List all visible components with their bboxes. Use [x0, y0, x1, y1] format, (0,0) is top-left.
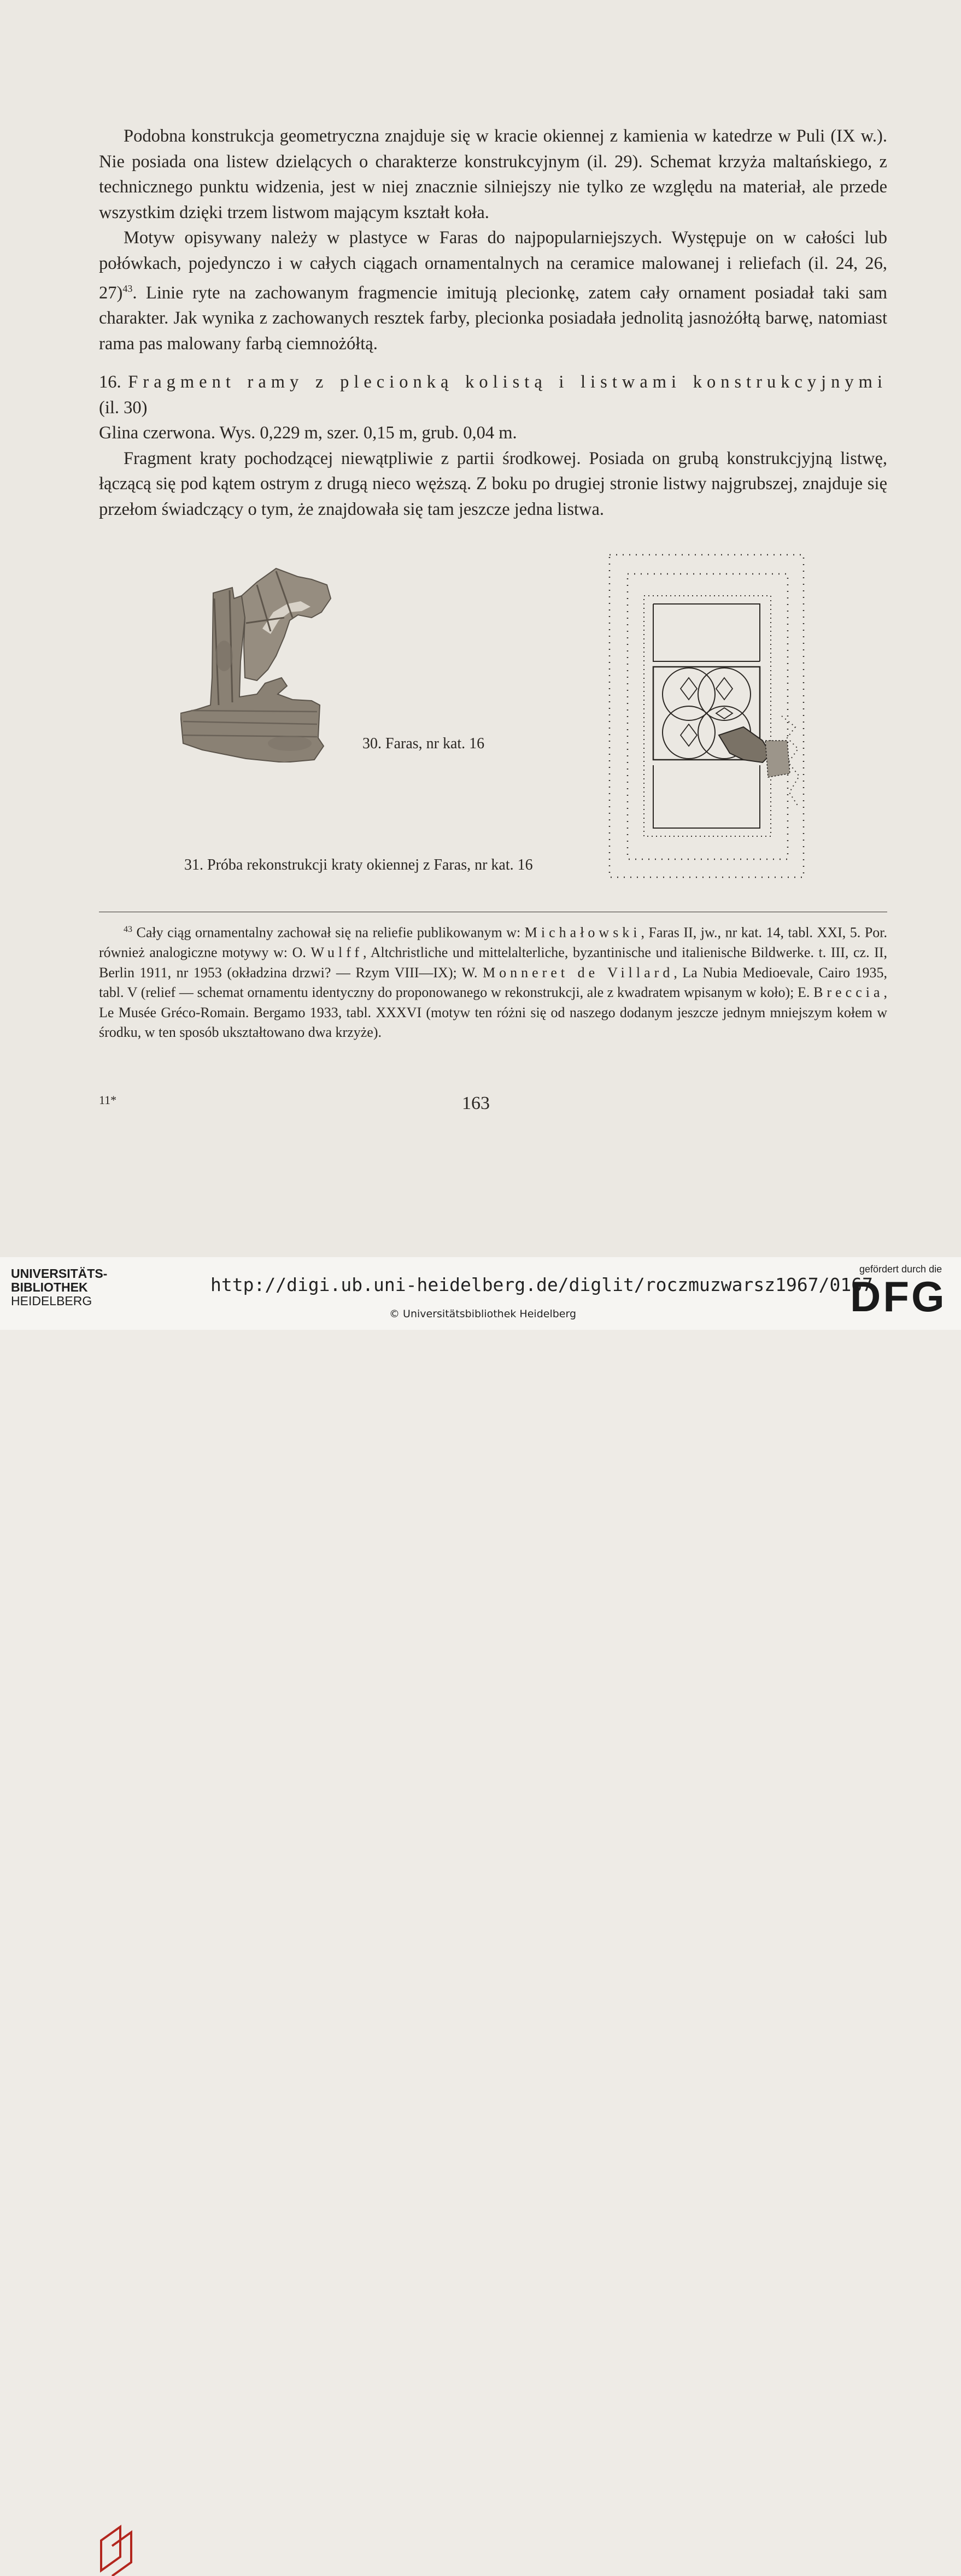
reconstruction-drawing — [607, 552, 806, 880]
catalog-heading-16: 16. Fragment ramy z plecionką kolistą i listwami konstrukcyjnymi (il. 30) — [99, 372, 887, 418]
university-library-logo-icon — [98, 2524, 137, 2576]
dfg-logo: DFG — [850, 1272, 947, 1321]
page-number: 163 — [462, 1093, 490, 1113]
paragraph-3: Fragment kraty pochodzącej niewątpliwie z partii środkowej. Posiada on grubą konstrukcjyjną listwę, łączącą się pod kątem ostrym z drugą nieco węższą. Z boku po drugiej stronie listwy najgrubszej, znajduje się przełom świadczący o tym, że znajdowała się tam jeszcze jedna listwa. — [99, 448, 887, 519]
funded-by-label: gefördert durch die — [859, 1264, 942, 1275]
figure-31-caption: 31. Próba rekonstrukcji kraty okiennej z Faras, nr kat. 16 — [184, 856, 533, 873]
permalink[interactable]: http://digi.ub.uni-heidelberg.de/diglit/roczmuzwarsz1967/0167 — [210, 1274, 873, 1295]
copyright: © Universitätsbibliothek Heidelberg — [389, 1308, 577, 1320]
material-line: Glina czerwona. Wys. 0,229 m, szer. 0,15 m, grub. 0,04 m. — [99, 423, 517, 443]
figure-30-caption: 30. Faras, nr kat. 16 — [362, 735, 485, 752]
paragraph-1: Podobna konstrukcja geometryczna znajduje się w kracie okiennej z kamienia w katedrze w Puli (IX w.). Nie posiada ona listew dzielących o charakterze konstrukcyjnym (il. 29). Schemat krzyża maltańskiego, z technicznego punktu widzenia, jest w niej znacznie silniejszy nie tylko ze względu na materiał, ale przede wszystkim dzięki trzem listwom mającym kształt koła. — [99, 126, 887, 222]
fragment-photo — [180, 547, 380, 762]
university-library-name: UNIVERSITÄTS- BIBLIOTHEK HEIDELBERG — [11, 1266, 108, 1308]
signature-mark: 11* — [99, 1093, 117, 1107]
paragraph-2: Motyw opisywany należy w plastyce w Faras do najpopularniejszych. Występuje on w całości lub połówkach, pojedynczo i w całych ciągach ornamentalnych na ceramice malowanej i reliefach (il. 24, 26, 27)$^{43}$. Linie ryte na zachowanym fragmencie imitują plecionkę, zatem cały ornament posiadał taki sam charakter. Jak wynika z zachowanych resztek farby, plecionka posiadała jednolitą jasnożółtą barwę, natomiast rama pas malowany farbą ciemnożółtą. — [99, 228, 887, 354]
body-text — [99, 124, 887, 522]
footnote-ref-43[interactable]: 43 — [122, 283, 133, 294]
scanned-page — [0, 0, 961, 1257]
footnote-43: $^{43}$ Cały ciąg ornamentalny zachował się na reliefie publikowanym w: Michałowski, Faras II, jw., nr kat. 14, tabl. XXI, 5. Por. również analogiczne motywy w: O. Wulff, Altchristliche und mittelalterliche, byzantinische und italienische Bildwerke. t. III, cz. II, Berlin 1911, nr 1953 (okładzina drzwi? — Rzym VIII—IX); W. Monneret de Villard, La Nubia Medioevale, Cairo 1935, tabl. V (relief — schemat ornamentu identyczny do proponowanego w rekonstrukcji, ale z kwadratem wpisanym w koło); E. Breccia, Le Musée Gréco-Romain. Bergamo 1933, tabl. XXXVI (motyw ten różni się od naszego dodanym jeszcze jednym mniejszym kołem w środku, w ten sposób ukształtowano dwa krzyże). — [99, 924, 888, 1041]
